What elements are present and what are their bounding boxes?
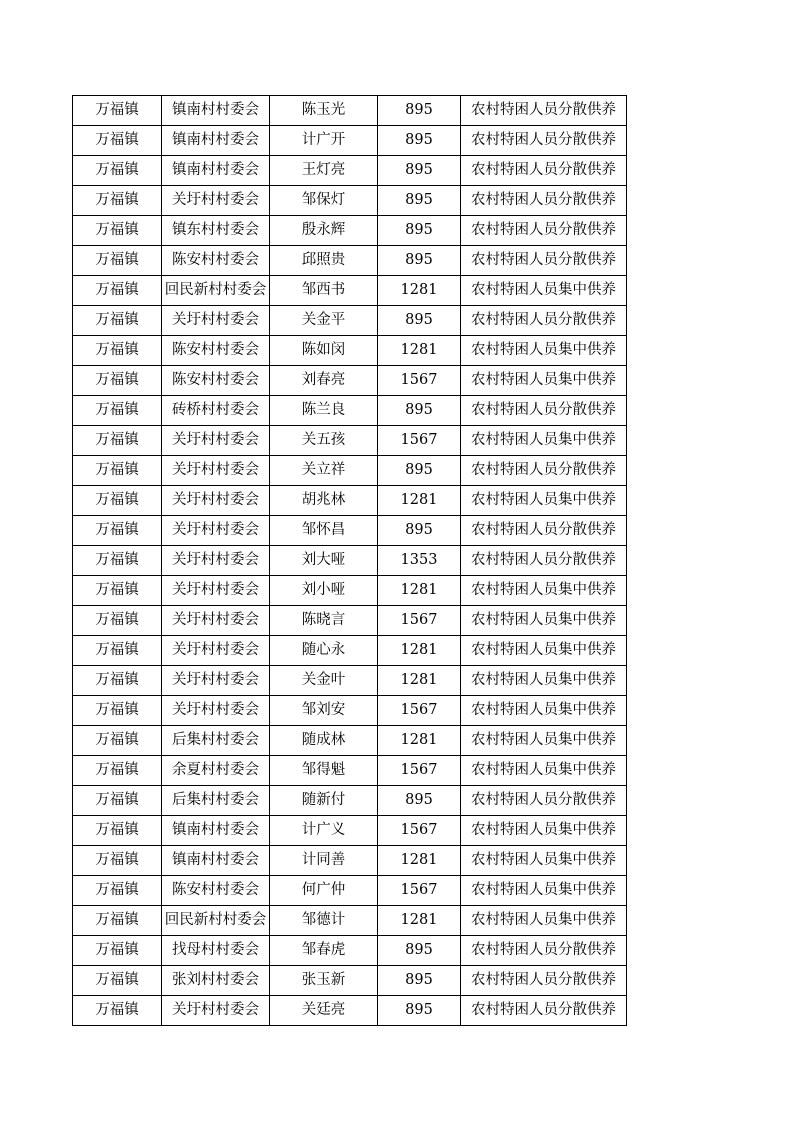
town-cell: 万福镇 — [73, 156, 162, 186]
type-cell: 农村特困人员集中供养 — [461, 276, 627, 306]
name-cell: 陈如闵 — [270, 336, 378, 366]
town-cell: 万福镇 — [73, 186, 162, 216]
amount-cell: 1567 — [378, 696, 461, 726]
village-cell: 余夏村村委会 — [162, 756, 270, 786]
amount-cell: 1281 — [378, 336, 461, 366]
table-row — [73, 756, 627, 786]
village-cell: 镇南村村委会 — [162, 156, 270, 186]
town-cell: 万福镇 — [73, 936, 162, 966]
town-cell: 万福镇 — [73, 246, 162, 276]
name-cell: 陈玉光 — [270, 96, 378, 126]
type-cell: 农村特困人员分散供养 — [461, 306, 627, 336]
table-row — [73, 846, 627, 876]
type-cell: 农村特困人员分散供养 — [461, 516, 627, 546]
village-cell: 关圩村村委会 — [162, 456, 270, 486]
type-cell: 农村特困人员分散供养 — [461, 456, 627, 486]
town-cell: 万福镇 — [73, 546, 162, 576]
amount-cell: 1281 — [378, 486, 461, 516]
amount-cell: 895 — [378, 96, 461, 126]
table-row — [73, 576, 627, 606]
type-cell: 农村特困人员集中供养 — [461, 816, 627, 846]
amount-cell: 895 — [378, 456, 461, 486]
table-body — [73, 96, 627, 1026]
amount-cell: 1353 — [378, 546, 461, 576]
village-cell: 关圩村村委会 — [162, 666, 270, 696]
table-row — [73, 606, 627, 636]
amount-cell: 895 — [378, 246, 461, 276]
name-cell: 计广义 — [270, 816, 378, 846]
name-cell: 关金叶 — [270, 666, 378, 696]
name-cell: 何广仲 — [270, 876, 378, 906]
table-row — [73, 816, 627, 846]
village-cell: 关圩村村委会 — [162, 576, 270, 606]
amount-cell: 895 — [378, 936, 461, 966]
table-row — [73, 126, 627, 156]
village-cell: 镇南村村委会 — [162, 96, 270, 126]
village-cell: 关圩村村委会 — [162, 996, 270, 1026]
type-cell: 农村特困人员分散供养 — [461, 126, 627, 156]
table-row — [73, 996, 627, 1026]
town-cell: 万福镇 — [73, 276, 162, 306]
town-cell: 万福镇 — [73, 756, 162, 786]
type-cell: 农村特困人员集中供养 — [461, 906, 627, 936]
type-cell: 农村特困人员分散供养 — [461, 246, 627, 276]
name-cell: 计同善 — [270, 846, 378, 876]
village-cell: 陈安村村委会 — [162, 336, 270, 366]
town-cell: 万福镇 — [73, 846, 162, 876]
type-cell: 农村特困人员分散供养 — [461, 156, 627, 186]
table-row — [73, 186, 627, 216]
name-cell: 关五孩 — [270, 426, 378, 456]
name-cell: 邹西书 — [270, 276, 378, 306]
amount-cell: 895 — [378, 786, 461, 816]
village-cell: 镇南村村委会 — [162, 846, 270, 876]
table-row — [73, 726, 627, 756]
amount-cell: 1281 — [378, 846, 461, 876]
name-cell: 邹保灯 — [270, 186, 378, 216]
table-row — [73, 786, 627, 816]
type-cell: 农村特困人员集中供养 — [461, 696, 627, 726]
table-row — [73, 666, 627, 696]
amount-cell: 1281 — [378, 276, 461, 306]
town-cell: 万福镇 — [73, 426, 162, 456]
name-cell: 随心永 — [270, 636, 378, 666]
village-cell: 镇东村村委会 — [162, 216, 270, 246]
name-cell: 随成林 — [270, 726, 378, 756]
village-cell: 砖桥村村委会 — [162, 396, 270, 426]
name-cell: 刘大哑 — [270, 546, 378, 576]
type-cell: 农村特困人员分散供养 — [461, 546, 627, 576]
village-cell: 陈安村村委会 — [162, 876, 270, 906]
village-cell: 找母村村委会 — [162, 936, 270, 966]
amount-cell: 895 — [378, 186, 461, 216]
type-cell: 农村特困人员集中供养 — [461, 366, 627, 396]
town-cell: 万福镇 — [73, 126, 162, 156]
amount-cell: 1567 — [378, 816, 461, 846]
name-cell: 邹春虎 — [270, 936, 378, 966]
amount-cell: 895 — [378, 996, 461, 1026]
table-row — [73, 156, 627, 186]
town-cell: 万福镇 — [73, 606, 162, 636]
village-cell: 镇南村村委会 — [162, 126, 270, 156]
type-cell: 农村特困人员集中供养 — [461, 576, 627, 606]
town-cell: 万福镇 — [73, 396, 162, 426]
table-row — [73, 696, 627, 726]
village-cell: 关圩村村委会 — [162, 306, 270, 336]
table-row — [73, 396, 627, 426]
table-row — [73, 246, 627, 276]
table-row — [73, 456, 627, 486]
type-cell: 农村特困人员分散供养 — [461, 216, 627, 246]
type-cell: 农村特困人员分散供养 — [461, 96, 627, 126]
village-cell: 关圩村村委会 — [162, 516, 270, 546]
type-cell: 农村特困人员分散供养 — [461, 966, 627, 996]
amount-cell: 1281 — [378, 636, 461, 666]
table-row — [73, 486, 627, 516]
name-cell: 陈兰良 — [270, 396, 378, 426]
name-cell: 刘春亮 — [270, 366, 378, 396]
amount-cell: 895 — [378, 516, 461, 546]
village-cell: 关圩村村委会 — [162, 426, 270, 456]
table-row — [73, 906, 627, 936]
name-cell: 关金平 — [270, 306, 378, 336]
village-cell: 关圩村村委会 — [162, 486, 270, 516]
town-cell: 万福镇 — [73, 456, 162, 486]
name-cell: 关立祥 — [270, 456, 378, 486]
village-cell: 关圩村村委会 — [162, 546, 270, 576]
table-row — [73, 636, 627, 666]
type-cell: 农村特困人员集中供养 — [461, 726, 627, 756]
amount-cell: 1281 — [378, 726, 461, 756]
amount-cell: 1567 — [378, 366, 461, 396]
table-row — [73, 516, 627, 546]
name-cell: 陈晓言 — [270, 606, 378, 636]
name-cell: 计广开 — [270, 126, 378, 156]
type-cell: 农村特困人员集中供养 — [461, 606, 627, 636]
type-cell: 农村特困人员集中供养 — [461, 876, 627, 906]
town-cell: 万福镇 — [73, 816, 162, 846]
town-cell: 万福镇 — [73, 726, 162, 756]
amount-cell: 1567 — [378, 606, 461, 636]
amount-cell: 1281 — [378, 666, 461, 696]
type-cell: 农村特困人员集中供养 — [461, 336, 627, 366]
amount-cell: 1567 — [378, 756, 461, 786]
table-row — [73, 336, 627, 366]
name-cell: 邹怀昌 — [270, 516, 378, 546]
village-cell: 后集村村委会 — [162, 786, 270, 816]
village-cell: 回民新村村委会 — [162, 276, 270, 306]
type-cell: 农村特困人员分散供养 — [461, 996, 627, 1026]
name-cell: 邱照贵 — [270, 246, 378, 276]
table-row — [73, 936, 627, 966]
table-row — [73, 966, 627, 996]
name-cell: 随新付 — [270, 786, 378, 816]
table-row — [73, 426, 627, 456]
name-cell: 胡兆林 — [270, 486, 378, 516]
type-cell: 农村特困人员集中供养 — [461, 636, 627, 666]
table-row — [73, 96, 627, 126]
town-cell: 万福镇 — [73, 876, 162, 906]
amount-cell: 1567 — [378, 426, 461, 456]
town-cell: 万福镇 — [73, 696, 162, 726]
village-cell: 后集村村委会 — [162, 726, 270, 756]
amount-cell: 895 — [378, 156, 461, 186]
name-cell: 邹得魁 — [270, 756, 378, 786]
amount-cell: 895 — [378, 396, 461, 426]
table-row — [73, 216, 627, 246]
amount-cell: 1281 — [378, 906, 461, 936]
town-cell: 万福镇 — [73, 996, 162, 1026]
name-cell: 殷永辉 — [270, 216, 378, 246]
type-cell: 农村特困人员分散供养 — [461, 786, 627, 816]
town-cell: 万福镇 — [73, 336, 162, 366]
village-cell: 关圩村村委会 — [162, 696, 270, 726]
amount-cell: 895 — [378, 966, 461, 996]
village-cell: 张刘村村委会 — [162, 966, 270, 996]
data-table — [72, 95, 627, 1026]
type-cell: 农村特困人员集中供养 — [461, 426, 627, 456]
amount-cell: 1281 — [378, 576, 461, 606]
village-cell: 关圩村村委会 — [162, 606, 270, 636]
town-cell: 万福镇 — [73, 366, 162, 396]
type-cell: 农村特困人员集中供养 — [461, 756, 627, 786]
name-cell: 张玉新 — [270, 966, 378, 996]
type-cell: 农村特困人员分散供养 — [461, 936, 627, 966]
town-cell: 万福镇 — [73, 216, 162, 246]
name-cell: 关廷亮 — [270, 996, 378, 1026]
town-cell: 万福镇 — [73, 966, 162, 996]
village-cell: 回民新村村委会 — [162, 906, 270, 936]
table-row — [73, 366, 627, 396]
name-cell: 刘小哑 — [270, 576, 378, 606]
type-cell: 农村特困人员集中供养 — [461, 486, 627, 516]
village-cell: 关圩村村委会 — [162, 186, 270, 216]
town-cell: 万福镇 — [73, 666, 162, 696]
name-cell: 邹刘安 — [270, 696, 378, 726]
type-cell: 农村特困人员集中供养 — [461, 846, 627, 876]
town-cell: 万福镇 — [73, 576, 162, 606]
village-cell: 陈安村村委会 — [162, 366, 270, 396]
town-cell: 万福镇 — [73, 96, 162, 126]
amount-cell: 895 — [378, 126, 461, 156]
amount-cell: 895 — [378, 216, 461, 246]
table-row — [73, 306, 627, 336]
town-cell: 万福镇 — [73, 486, 162, 516]
village-cell: 陈安村村委会 — [162, 246, 270, 276]
amount-cell: 1567 — [378, 876, 461, 906]
type-cell: 农村特困人员分散供养 — [461, 396, 627, 426]
town-cell: 万福镇 — [73, 516, 162, 546]
town-cell: 万福镇 — [73, 786, 162, 816]
town-cell: 万福镇 — [73, 306, 162, 336]
name-cell: 王灯亮 — [270, 156, 378, 186]
name-cell: 邹德计 — [270, 906, 378, 936]
table-row — [73, 876, 627, 906]
type-cell: 农村特困人员集中供养 — [461, 666, 627, 696]
village-cell: 镇南村村委会 — [162, 816, 270, 846]
table-row — [73, 276, 627, 306]
town-cell: 万福镇 — [73, 636, 162, 666]
amount-cell: 895 — [378, 306, 461, 336]
village-cell: 关圩村村委会 — [162, 636, 270, 666]
town-cell: 万福镇 — [73, 906, 162, 936]
table-row — [73, 546, 627, 576]
type-cell: 农村特困人员分散供养 — [461, 186, 627, 216]
